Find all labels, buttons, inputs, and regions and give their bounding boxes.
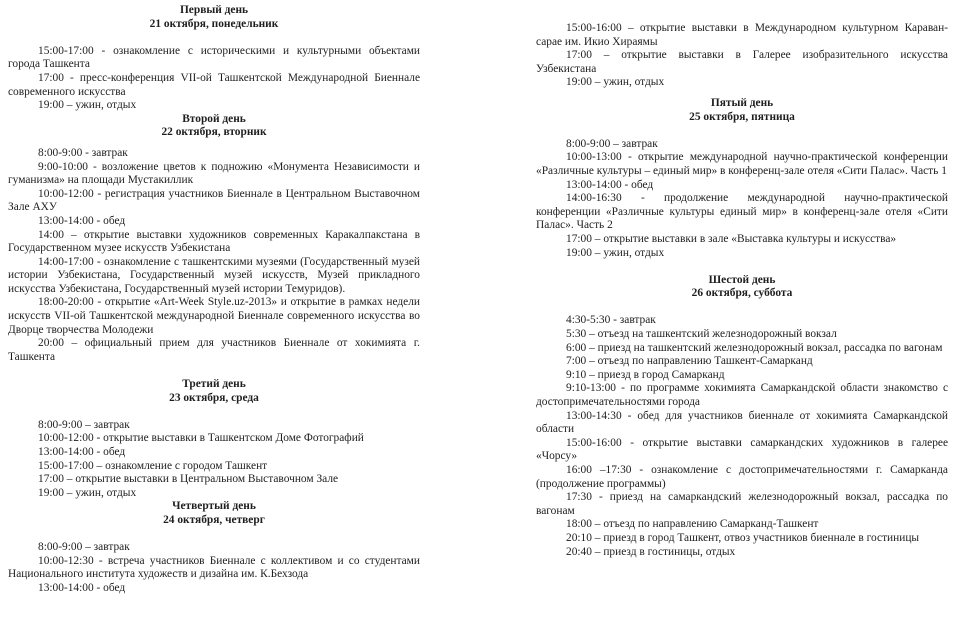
- schedule-item: 15:00-16:00 - открытие выставки самаркандских художников в галерее «Чорсу»: [536, 436, 948, 463]
- schedule-item: 4:30-5:30 - завтрак: [566, 314, 656, 327]
- right-column: [536, 0, 948, 559]
- day-date: 22 октября, вторник: [161, 126, 267, 139]
- day-3-section: [8, 378, 420, 500]
- day-title: Второй день: [182, 112, 246, 125]
- schedule-item: 6:00 – приезд на ташкентский железнодорожный вокзал, рассадка по вагонам: [566, 341, 943, 354]
- left-column: [8, 0, 420, 596]
- schedule-item: 17:00 - пресс-конференция VII-ой Ташкентской Международной Биеннале современного искусства: [8, 71, 420, 98]
- schedule-item: 13:00-14:00 - обед: [38, 214, 126, 227]
- schedule-item: 7:00 – отъезд по направлению Ташкент-Самарканд: [566, 355, 813, 368]
- schedule-item: 13:00-14:00 - обед: [38, 581, 126, 594]
- schedule-item: 14:00 – открытие выставки художников современных Каракалпакстана в Государственном музее искусств Узбекистана: [8, 228, 420, 255]
- schedule-item: 9:10-13:00 - по программе хокимията Самаркандской области знакомство с достопримечательностями города: [536, 382, 948, 409]
- schedule-item: 15:00-17:00 - ознакомление с историческими и культурными объектами города Ташкента: [8, 44, 420, 71]
- day-title: Четвертый день: [172, 500, 256, 513]
- day-date: 25 октября, пятница: [689, 110, 795, 123]
- schedule-item: 13:00-14:00 - обед: [566, 178, 654, 191]
- day-title: Пятый день: [710, 96, 774, 109]
- schedule-item: 18:00-20:00 - открытие «Art-Week Style.uz-2013» и открытие в рамках недели искусств VII-ой Ташкентской международной Биеннале современного искусства во Дворце творчества Молодежи: [8, 296, 420, 336]
- schedule-item: 19:00 – ужин, отдых: [566, 76, 665, 89]
- schedule-item: 20:00 – официальный прием для участников Биеннале от хокимията г. Ташкента: [8, 337, 420, 363]
- day-5-section: [536, 97, 948, 260]
- day-title: Третий день: [182, 378, 246, 391]
- day-2-section: [8, 113, 420, 365]
- schedule-item: 17:00 – открытие выставки в зале «Выставка культуры и искусства»: [566, 232, 897, 245]
- schedule-item: 17:30 - приезд на самаркандский железнодорожный вокзал, рассадка по вагонам: [536, 491, 948, 517]
- schedule-item: 19:00 – ужин, отдых: [38, 99, 137, 112]
- day-4-continuation: [536, 22, 948, 90]
- day-date: 26 октября, суббота: [691, 287, 793, 300]
- schedule-item: 18:00 – отъезд по направлению Самарканд-Ташкент: [566, 518, 819, 531]
- schedule-item: 8:00-9:00 - завтрак: [38, 146, 128, 159]
- schedule-item: 13:00-14:00 - обед: [38, 446, 126, 458]
- schedule-item: 13:00-14:30 - обед для участников биеннале от хокимията Самаркандской области: [536, 409, 948, 436]
- schedule-item: 15:00-16:00 – открытие выставки в Международном культурном Караван-сарае им. Икио Хираямы: [536, 22, 948, 48]
- schedule-item: 14:00-17:00 - ознакомление с ташкентскими музеями (Государственный музей истории Узбекистана, Государственный музей искусств, Музей прикладного искусства Узбекистана, Государственный музей истории Темуридов).: [8, 255, 420, 295]
- day-title: Шестой день: [708, 273, 776, 286]
- day-title: Первый день: [179, 4, 249, 16]
- day-6-section: [536, 274, 948, 559]
- schedule-item: 17:00 – открытие выставки в Галерее изобразительного искусства Узбекистана: [536, 49, 948, 75]
- schedule-item: 15:00-17:00 – ознакомление с городом Ташкент: [38, 459, 268, 472]
- schedule-item: 5:30 – отъезд на ташкентский железнодорожный вокзал: [566, 328, 837, 341]
- day-date: 23 октября, среда: [169, 391, 259, 404]
- schedule-item: 16:00 –17:30 - ознакомление с достопримечательностями г. Самарканда (продолжение программы): [536, 464, 948, 490]
- schedule-item: 20:10 – приезд в город Ташкент, отвоз участников биеннале в гостиницы: [566, 531, 920, 544]
- schedule-item: 9:10 – приезд в город Самарканд: [566, 368, 725, 381]
- schedule-item: 8:00-9:00 – завтрак: [38, 541, 130, 554]
- schedule-item: 10:00-13:00 - открытие международной научно-практической конференции «Различные культуры – единый мир» в конференц-зале отеля «Сити Палас». Часть 1: [536, 151, 948, 177]
- schedule-item: 19:00 – ужин, отдых: [566, 246, 665, 259]
- schedule-item: 10:00-12:00 - регистрация участников Биеннале в Центральном Выставочном Зале АХУ: [8, 187, 420, 214]
- day-1-section: [8, 4, 420, 113]
- schedule-item: 8:00-9:00 – завтрак: [566, 137, 658, 150]
- schedule-item: 20:40 – приезд в гостиницы, отдых: [566, 545, 736, 558]
- schedule-item: 8:00-9:00 – завтрак: [38, 418, 130, 431]
- day-date: 21 октября, понедельник: [149, 17, 279, 30]
- schedule-item: 10:00-12:30 - встреча участников Биеннале с коллективом и со студентами Национального института художеств и дизайна им. К.Бехзода: [8, 554, 420, 581]
- day-date: 24 октября, четверг: [163, 513, 265, 526]
- schedule-item: 9:00-10:00 - возложение цветов к подножию «Монумента Независимости и гуманизма» на площади Мустакиллик: [8, 160, 420, 187]
- schedule-item: 14:00-16:30 - продолжение международной научно-практической конференции «Различные культуры единый мир» в конференц-зале отеля «Сити Палас». Часть 2: [536, 192, 948, 232]
- schedule-item: 19:00 – ужин, отдых: [38, 486, 137, 499]
- schedule-item: 17:00 – открытие выставки в Центральном Выставочном Зале: [38, 473, 339, 486]
- schedule-item: 10:00-12:00 - открытие выставки в Ташкентском Доме Фотографий: [38, 432, 364, 445]
- day-4-section: [8, 500, 420, 595]
